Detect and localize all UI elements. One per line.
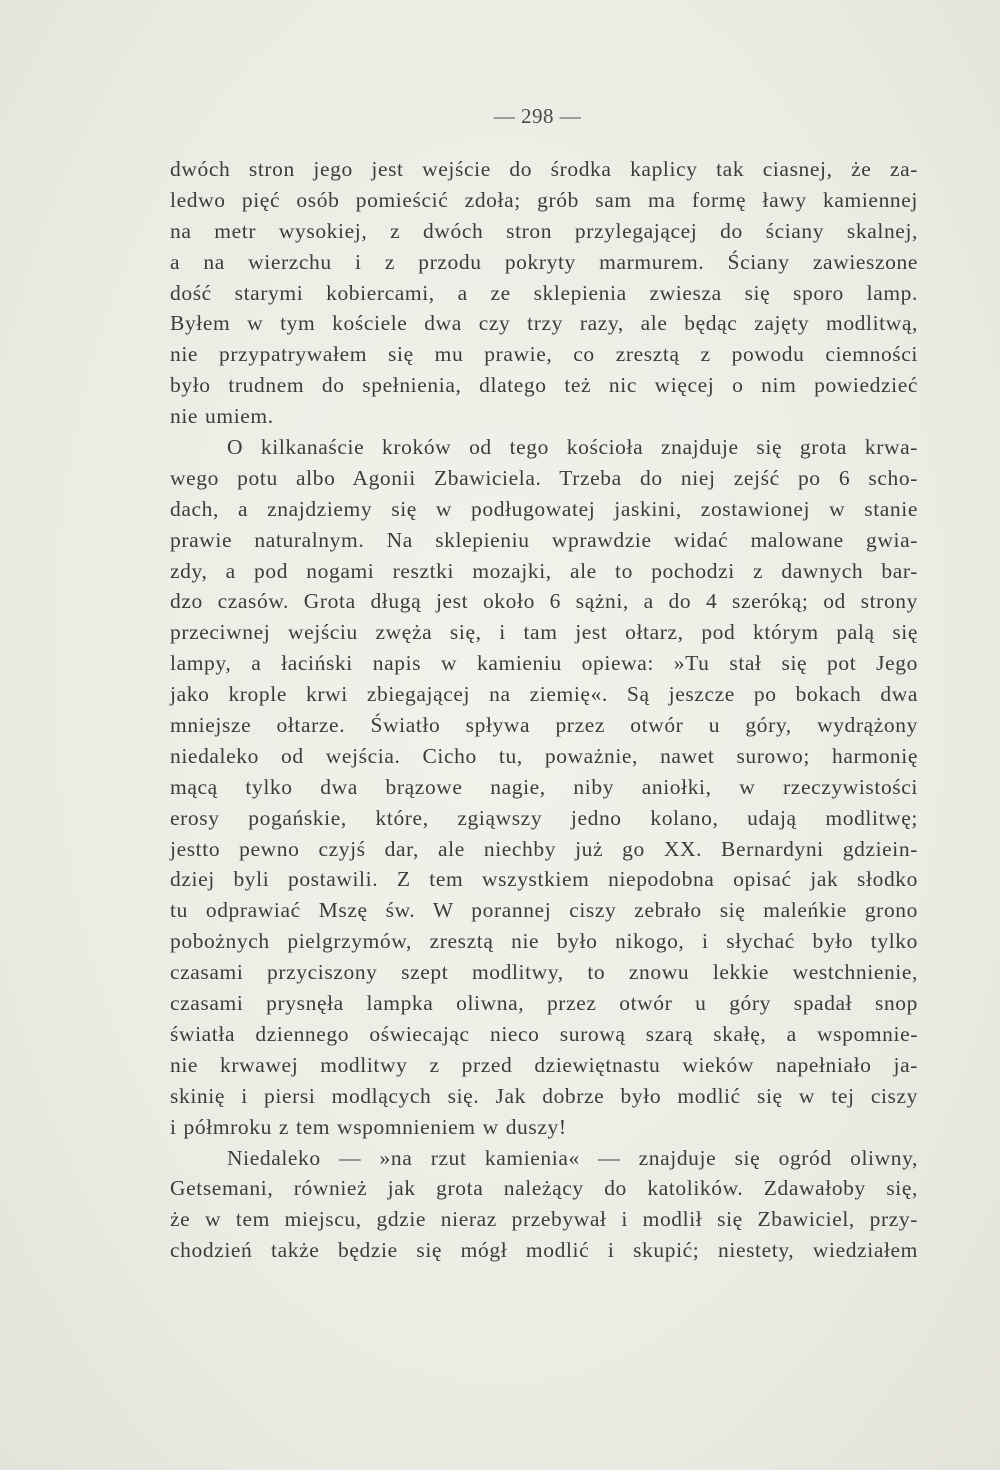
text-line: skinię i piersi modlących się. Jak dobrze było modlić się w tej ciszy [170,1083,918,1108]
text-line: pobożnych pielgrzymów, zresztą nie było nikogo, i słychać było tylko [170,929,918,954]
text-line: tu odprawiać Mszę św. W porannej ciszy zebrało się maleńkie grono [170,898,918,923]
text-line: wego potu albo Agonii Zbawiciela. Trzeba do niej zejść po 6 scho- [170,465,918,490]
text-line: na metr wysokiej, z dwóch stron przylegającej do ściany skalnej, [170,218,918,243]
text-line: Byłem w tym kościele dwa czy trzy razy, ale będąc zajęty modlitwą, [170,311,918,336]
text-line: mniejsze ołtarze. Światło spływa przez otwór u góry, wydrążony [170,713,918,738]
text-line: niedaleko od wejścia. Cicho tu, poważnie, nawet surowo; harmonię [170,743,918,768]
text-line: a na wierzchu i z przodu pokryty marmurem. Ściany zawieszone [170,249,918,274]
text-line: czasami przyciszony szept modlitwy, to znowu lekkie westchnienie, [170,960,918,985]
paragraph [170,432,918,1142]
text-line: że w tem miejscu, gdzie nieraz przebywał i modlił się Zbawiciel, przy- [170,1207,918,1232]
text-line: nie przypatrywałem się mu prawie, co zresztą z powodu ciemności [170,342,918,367]
paragraph [170,1143,918,1267]
text-line: jako krople krwi zbiegającej na ziemię«. Są jeszcze po bokach dwa [170,682,918,707]
paragraph [170,154,918,432]
text-line: dwóch stron jego jest wejście do środka kaplicy tak ciasnej, że za- [170,157,918,181]
text-line: dziej byli postawili. Z tem wszystkiem niepodobna opisać jak słodko [170,867,918,892]
text-line: mącą tylko dwa brązowe nagie, niby aniołki, w rzeczywistości [170,774,918,799]
text-line: Niedaleko — »na rzut kamienia« — znajduje się ogród oliwny, [227,1145,918,1170]
text-line: było trudnem do spełnienia, dlatego też nic więcej o nim powiedzieć [170,373,918,398]
page-number: — 298 — [493,104,582,128]
text-line: czasami prysnęła lampka oliwna, przez otwór u góry spadał snop [170,991,918,1016]
text-line: nie umiem. [170,404,274,429]
text-line: ledwo pięć osób pomieścić zdoła; grób sam ma formę ławy kamiennej [170,187,918,212]
text-line: przeciwnej wejściu zwęża się, i tam jest ołtarz, pod którym palą się [170,620,918,645]
text-line: nie krwawej modlitwy z przed dziewiętnastu wieków napełniało ja- [170,1052,918,1077]
body-text [170,154,918,1266]
text-line: Getsemani, również jak grota należący do katolików. Zdawałoby się, [170,1176,918,1201]
text-line: i półmroku z tem wspomnieniem w duszy! [170,1114,567,1139]
text-line: chodzień także będzie się mógł modlić i skupić; niestety, wiedziałem [170,1238,918,1263]
text-line: światła dziennego oświecając nieco surową szarą skałę, a wspomnie- [170,1021,918,1046]
text-line: zdy, a pod nogami resztki mozajki, ale to pochodzi z dawnych bar- [170,558,918,583]
text-line: erosy pogańskie, które, zgiąwszy jedno kolano, udają modlitwę; [170,805,918,830]
text-line: dość starymi kobiercami, a ze sklepienia zwiesza się sporo lamp. [170,280,918,305]
text-line: O kilkanaście kroków od tego kościoła znajduje się grota krwa- [227,435,918,460]
text-line: prawie naturalnym. Na sklepieniu wprawdzie widać malowane gwia- [170,527,918,552]
text-line: dach, a znajdziemy się w podługowatej jaskini, zostawionej w stanie [170,496,918,521]
text-line: dzo czasów. Grota długą jest około 6 sążni, a do 4 szeróką; od strony [170,589,918,614]
text-line: lampy, a łaciński napis w kamieniu opiewa: »Tu stał się pot Jego [170,651,918,676]
text-line: jestto pewno czyjś dar, ale niechby już go XX. Bernardyni gdziein- [170,836,918,861]
